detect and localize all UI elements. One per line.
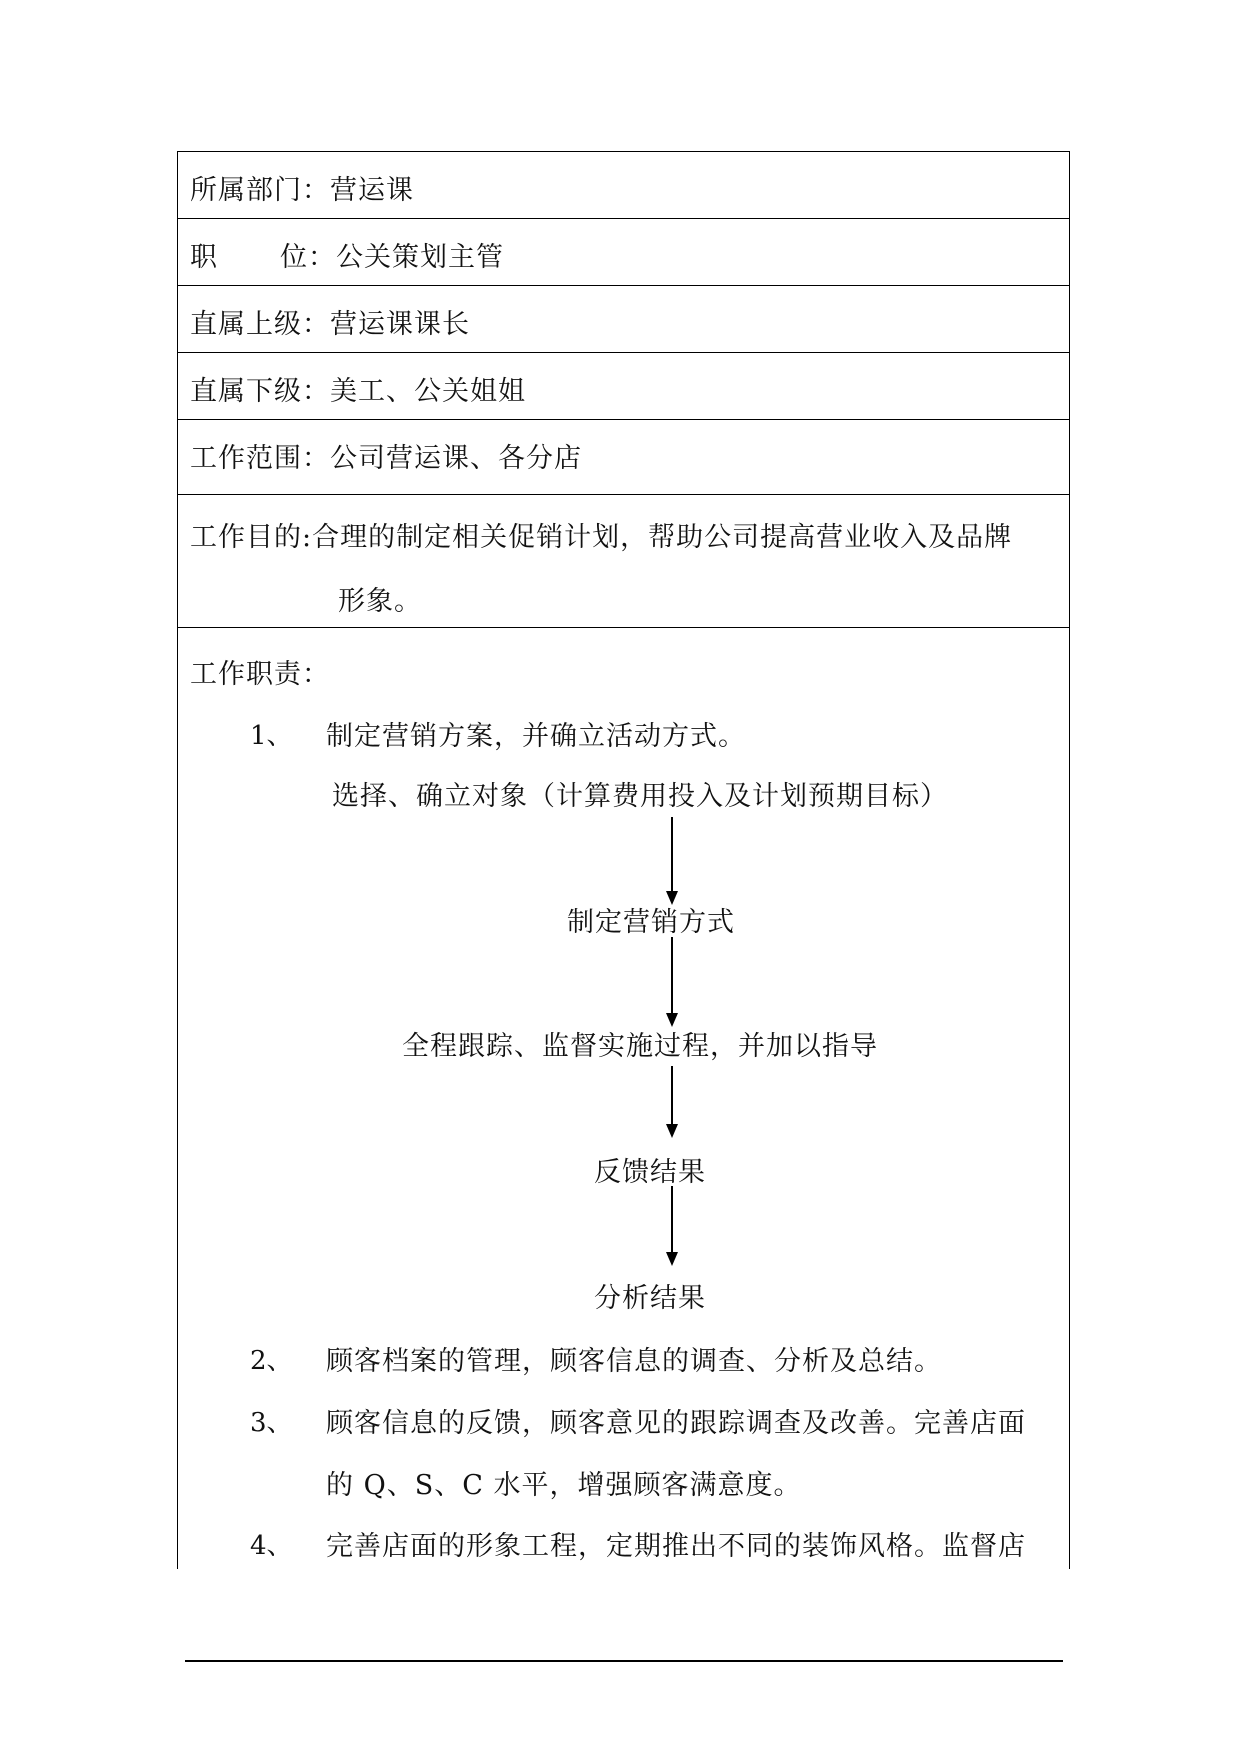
flow-step-3: 全程跟踪、监督实施过程，并加以指导 xyxy=(402,1031,878,1062)
department-text xyxy=(190,168,414,207)
superior-label: 直属上级： xyxy=(190,309,330,340)
duty-4-number: 4、 xyxy=(250,1531,293,1561)
position-text xyxy=(190,235,504,274)
duties-heading: 工作职责： xyxy=(190,659,330,690)
position-label-b: 位： xyxy=(280,242,336,273)
row-department xyxy=(178,152,1069,219)
position-value: 公关策划主管 xyxy=(336,242,504,273)
subordinate-label: 直属下级： xyxy=(190,376,330,407)
duty-2-text: 顾客档案的管理，顾客信息的调查、分析及总结。 xyxy=(326,1346,942,1377)
subordinate-text xyxy=(190,369,526,408)
superior-text xyxy=(190,302,470,341)
row-purpose xyxy=(178,495,1069,628)
subordinate-value: 美工、公关姐姐 xyxy=(330,376,526,407)
flow-arrow-1 xyxy=(662,817,682,905)
row-subordinate xyxy=(178,353,1069,420)
flow-arrow-4 xyxy=(662,1186,682,1266)
duty-3-text: 顾客信息的反馈，顾客意见的跟踪调查及改善。完善店面 xyxy=(326,1408,1026,1439)
duty-3-number: 3、 xyxy=(250,1408,293,1438)
department-label: 所属部门： xyxy=(190,175,330,206)
flow-arrow-3 xyxy=(662,1066,682,1138)
scope-text xyxy=(190,436,582,475)
flow-arrow-2 xyxy=(662,937,682,1027)
job-description-table xyxy=(177,151,1070,1569)
purpose-text-2: 形象。 xyxy=(338,586,422,617)
row-superior xyxy=(178,286,1069,353)
row-scope xyxy=(178,420,1069,495)
purpose-label: 工作目的: xyxy=(190,522,313,553)
duty-1-number: 1、 xyxy=(250,721,293,751)
purpose-text-1: 合理的制定相关促销计划，帮助公司提高营业收入及品牌 xyxy=(312,522,1013,553)
flow-step-2: 制定营销方式 xyxy=(567,907,735,938)
purpose-line-1 xyxy=(190,515,1012,554)
footer-divider xyxy=(185,1660,1063,1662)
position-label-a: 职 xyxy=(190,242,218,273)
department-value: 营运课 xyxy=(330,175,414,206)
flow-step-1: 选择、确立对象（计算费用投入及计划预期目标） xyxy=(332,781,948,812)
duty-1-text: 制定营销方案，并确立活动方式。 xyxy=(326,721,746,752)
duty-3-text-2: 的 Q、S、C 水平，增强顾客满意度。 xyxy=(326,1470,802,1501)
flow-step-5: 分析结果 xyxy=(594,1283,706,1314)
duty-4-text: 完善店面的形象工程，定期推出不同的装饰风格。监督店 xyxy=(326,1531,1026,1562)
superior-value: 营运课课长 xyxy=(330,309,470,340)
duty-2-number: 2、 xyxy=(250,1346,293,1376)
flow-step-4: 反馈结果 xyxy=(594,1157,706,1188)
row-position xyxy=(178,219,1069,286)
scope-value: 公司营运课、各分店 xyxy=(330,443,582,474)
scope-label: 工作范围： xyxy=(190,443,330,474)
